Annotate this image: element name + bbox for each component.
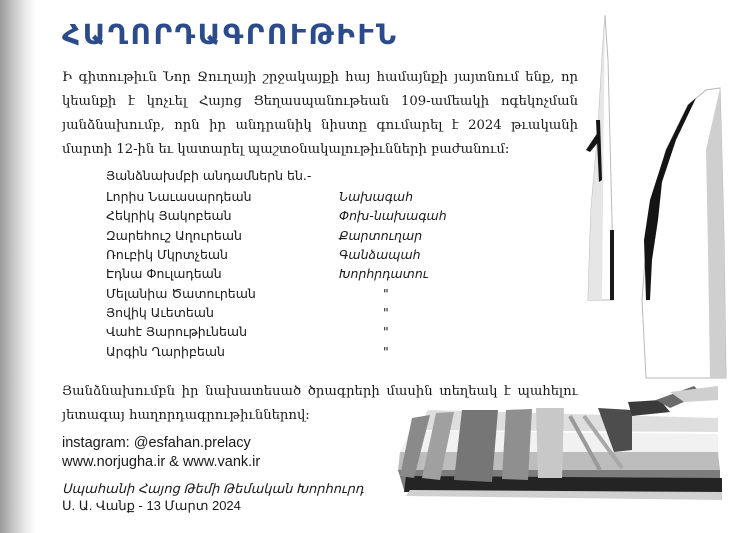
signature-place-date: Ս. Ա. Վանք - 13 Մարտ 2024 [62, 498, 241, 513]
member-row [106, 322, 506, 341]
closing-paragraph: Յանձնախումբն իր նախատեսած ծրագրերի մասին տեղեակ է պահելու յետագայ հաղորդագրութիւններով։ [62, 384, 578, 423]
member-name: Վահէ Յարութիւնեան [106, 324, 247, 340]
committee-members-table [106, 187, 506, 361]
member-name: Էդնա Փուլադեան [106, 266, 222, 282]
member-role-ditto: " [383, 304, 389, 320]
left-gradient-bar [0, 0, 36, 533]
member-name: Մելանիա Ծատուրեան [106, 285, 256, 301]
member-row [106, 245, 506, 264]
member-role-ditto: " [383, 343, 389, 359]
committee-heading: Յանձնախմբի անդամներն են.- [106, 168, 312, 183]
member-row [106, 206, 506, 225]
member-role-ditto: " [383, 324, 389, 340]
member-row [106, 226, 506, 245]
member-name: Արգին Ղարիբեան [106, 343, 225, 359]
member-role: Նախագահ [339, 189, 414, 205]
member-row [106, 341, 506, 360]
member-row [106, 187, 506, 206]
signature-block [62, 480, 363, 514]
member-role: Փոխ-նախագահ [339, 208, 447, 224]
member-row [106, 264, 506, 283]
member-name: Յովիկ Աւետեան [106, 304, 214, 320]
intro-paragraph: Ի գիտութիւն Նոր Ջուղայի շրջակայքի հայ համայնքի յայտնում ենք, որ կեանքի է կոչւել Հայոց Ցեղասպանութեան 109-ամեակի ոգեկոչման յանձնախումբ, որն իր անդրանիկ նիստը գումարել է 2024 թւականի մարտի 12-ին եւ կատարել պաշտօնակալութիւնների բաժանում։ [62, 70, 578, 157]
page-title: ՀԱՂՈՐԴԱԳՐՈՒԹԻՒՆ [62, 18, 399, 51]
member-role: Խորհրդատու [339, 266, 429, 282]
member-name: Ռուբիկ Մկրտչեան [106, 247, 228, 263]
member-role: Քարտուղար [339, 227, 423, 243]
monument-spires [586, 15, 726, 378]
member-name: Զարեհուշ Աղուրեան [106, 227, 242, 243]
instagram-handle: instagram: @esfahan.prelacy [62, 435, 251, 451]
member-role: Գանձապահ [339, 247, 421, 263]
signature-organization: Սպահանի Հայոց Թեմի Թեմական Խորհուրդ [62, 481, 364, 496]
member-row [106, 283, 506, 302]
contact-block [62, 434, 260, 472]
member-role-ditto: " [383, 285, 389, 301]
member-row [106, 303, 506, 322]
member-name: Լորիս Նաւասարդեան [106, 189, 252, 205]
website-links: www.norjugha.ir & www.vank.ir [62, 454, 261, 470]
member-name: Հեկրիկ Յակոբեան [106, 208, 232, 224]
